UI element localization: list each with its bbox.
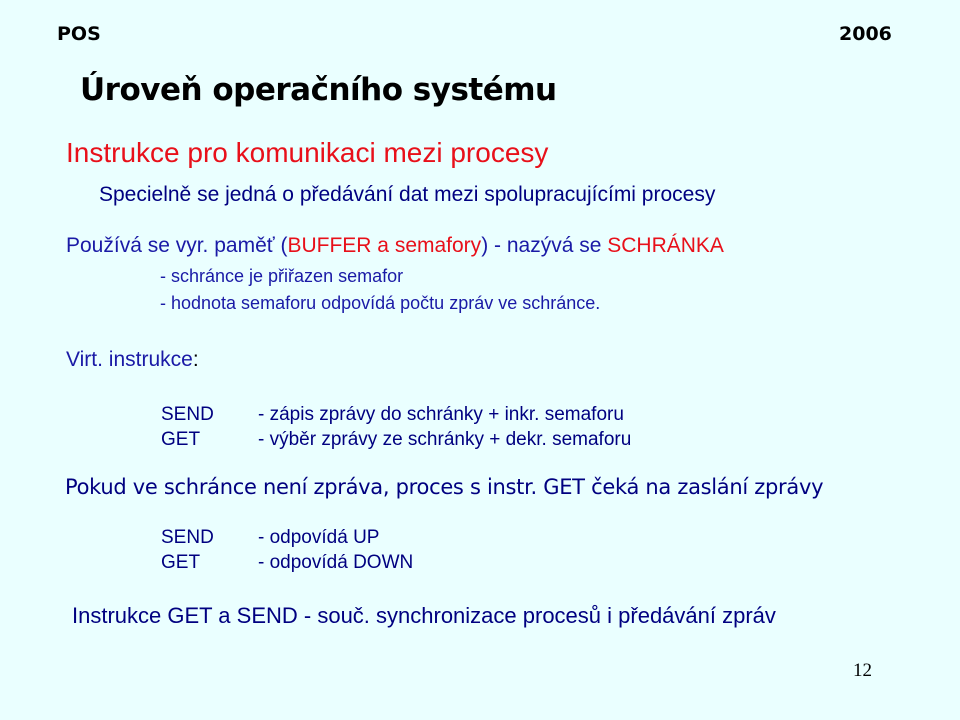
command-name: SEND	[161, 404, 214, 425]
command-desc: - odpovídá UP	[258, 527, 380, 548]
pouziva-line	[66, 234, 724, 258]
pokud-line: Pokud ve schránce není zpráva, proces s instr. GET čeká na zaslání zprávy	[65, 475, 824, 499]
command-name: GET	[161, 429, 201, 450]
command-desc: - zápis zprávy do schránky + inkr. semaforu	[258, 404, 624, 425]
virt-label-text: Virt. instrukce	[66, 348, 193, 371]
command-name: SEND	[161, 527, 214, 548]
pouziva-text-1: Používá se vyr. paměť (	[66, 234, 288, 257]
pouziva-schranka: SCHRÁNKA	[607, 234, 724, 257]
command-name: GET	[161, 552, 201, 573]
slide-title: Úroveň operačního systému	[80, 72, 557, 108]
instrukce-summary-line: Instrukce GET a SEND - souč. synchronizace procesů i předávání zpráv	[72, 603, 776, 628]
command-desc: - výběr zprávy ze schránky + dekr. semaforu	[258, 429, 632, 450]
virt-instrukce-label	[66, 348, 199, 372]
sub-item: - schránce je přiřazen semafor	[160, 266, 404, 286]
pouziva-text-2: ) - nazývá se	[481, 234, 608, 257]
slide-subtitle: Instrukce pro komunikaci mezi procesy	[66, 137, 549, 168]
pouziva-buffer: BUFFER a semafory	[287, 234, 482, 257]
virt-colon: :	[192, 348, 199, 371]
header-year: 2006	[839, 23, 892, 45]
page-number: 12	[853, 660, 872, 681]
command-desc: - odpovídá DOWN	[258, 552, 414, 573]
specialne-line: Specielně se jedná o předávání dat mezi spolupracujícími procesy	[99, 183, 716, 206]
sub-item: - hodnota semaforu odpovídá počtu zpráv ve schránce.	[160, 293, 601, 313]
header-left-label: POS	[57, 23, 101, 45]
